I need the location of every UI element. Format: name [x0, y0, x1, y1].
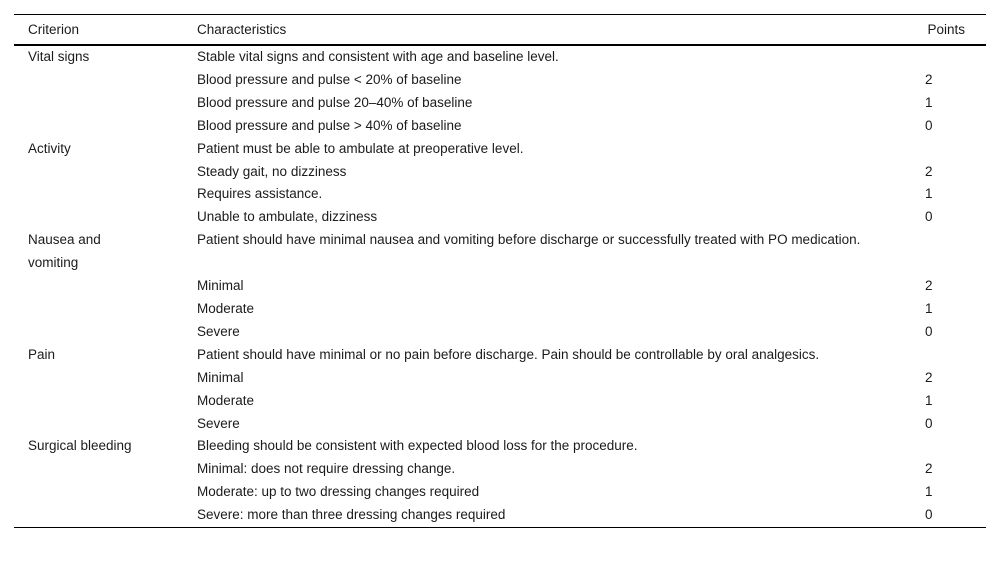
criterion-cell [14, 390, 197, 413]
table-row [14, 504, 986, 527]
points-cell: 2 [925, 278, 933, 294]
points-cell: 1 [925, 484, 933, 500]
criterion-cell [14, 481, 197, 504]
characteristics-cell: Bleeding should be consistent with expected blood loss for the procedure. [197, 438, 638, 454]
table-row [14, 275, 986, 298]
table-row [14, 161, 986, 184]
table-row [14, 367, 986, 390]
points-cell: 1 [925, 186, 933, 202]
table-header-row [14, 15, 986, 46]
characteristics-cell: Moderate [197, 300, 255, 316]
points-cell: 0 [925, 507, 933, 523]
criterion-cell [14, 92, 197, 115]
table-row [14, 390, 986, 413]
points-cell: 0 [925, 415, 933, 431]
criterion-cell [14, 367, 197, 390]
characteristics-cell: Severe [197, 323, 240, 339]
criterion-cell: Activity [28, 140, 71, 156]
points-cell [925, 138, 986, 161]
points-cell: 1 [925, 392, 933, 408]
criterion-cell: Surgical bleeding [28, 438, 132, 454]
discharge-criteria-table [14, 14, 986, 528]
points-cell: 2 [925, 461, 933, 477]
characteristics-cell: Patient should have minimal nausea and vomiting before discharge or successfully treated with PO medication. [197, 232, 861, 248]
points-cell [925, 435, 986, 458]
criterion-cell [14, 504, 197, 527]
points-cell: 2 [925, 163, 933, 179]
table-row [14, 69, 986, 92]
characteristics-cell: Minimal: does not require dressing change. [197, 461, 456, 477]
points-cell: 1 [925, 300, 933, 316]
points-cell: 2 [925, 369, 933, 385]
characteristics-cell: Patient must be able to ambulate at preoperative level. [197, 140, 524, 156]
criterion-cell [14, 321, 197, 344]
criterion-cell [14, 298, 197, 321]
criterion-cell [14, 206, 197, 229]
table-row [14, 183, 986, 206]
points-cell: 0 [925, 209, 933, 225]
points-cell [925, 229, 986, 275]
characteristics-cell: Requires assistance. [197, 186, 323, 202]
criterion-cell [14, 275, 197, 298]
characteristics-cell: Minimal [197, 278, 244, 294]
table-row [14, 206, 986, 229]
table-row [14, 46, 986, 69]
characteristics-cell: Severe [197, 415, 240, 431]
table-body [14, 46, 986, 527]
criterion-cell: Pain [28, 346, 56, 362]
characteristics-cell: Minimal [197, 369, 244, 385]
characteristics-cell: Stable vital signs and consistent with age and baseline level. [197, 49, 559, 64]
table-row [14, 92, 986, 115]
table-row [14, 481, 986, 504]
characteristics-cell: Patient should have minimal or no pain before discharge. Pain should be controllable by oral analgesics. [197, 346, 820, 362]
characteristics-cell: Blood pressure and pulse < 20% of baseline [197, 71, 462, 87]
characteristics-cell: Blood pressure and pulse 20–40% of baseline [197, 94, 473, 110]
table-row [14, 435, 986, 458]
characteristics-cell: Moderate: up to two dressing changes required [197, 484, 480, 500]
points-cell: 0 [925, 117, 933, 133]
points-cell: 2 [925, 71, 933, 87]
table-row [14, 321, 986, 344]
criterion-cell: Nausea and vomiting [28, 232, 101, 271]
criterion-cell [14, 161, 197, 184]
criterion-cell [14, 413, 197, 436]
table-row [14, 413, 986, 436]
criterion-cell [14, 115, 197, 138]
column-header-points: Points [927, 22, 966, 37]
criterion-cell [14, 458, 197, 481]
table-row [14, 115, 986, 138]
criterion-cell [14, 183, 197, 206]
characteristics-cell: Moderate [197, 392, 255, 408]
table-row [14, 298, 986, 321]
column-header-characteristics: Characteristics [197, 22, 287, 37]
points-cell: 0 [925, 323, 933, 339]
criterion-cell: Vital signs [28, 49, 90, 64]
table-row [14, 458, 986, 481]
table-row [14, 138, 986, 161]
criterion-cell [14, 69, 197, 92]
characteristics-cell: Unable to ambulate, dizziness [197, 209, 378, 225]
characteristics-cell: Blood pressure and pulse > 40% of baseline [197, 117, 462, 133]
characteristics-cell: Severe: more than three dressing changes required [197, 507, 506, 523]
points-cell [925, 46, 986, 69]
table-row [14, 344, 986, 367]
points-cell [925, 344, 986, 367]
characteristics-cell: Steady gait, no dizziness [197, 163, 347, 179]
table-row [14, 229, 986, 275]
column-header-criterion: Criterion [28, 22, 80, 37]
points-cell: 1 [925, 94, 933, 110]
